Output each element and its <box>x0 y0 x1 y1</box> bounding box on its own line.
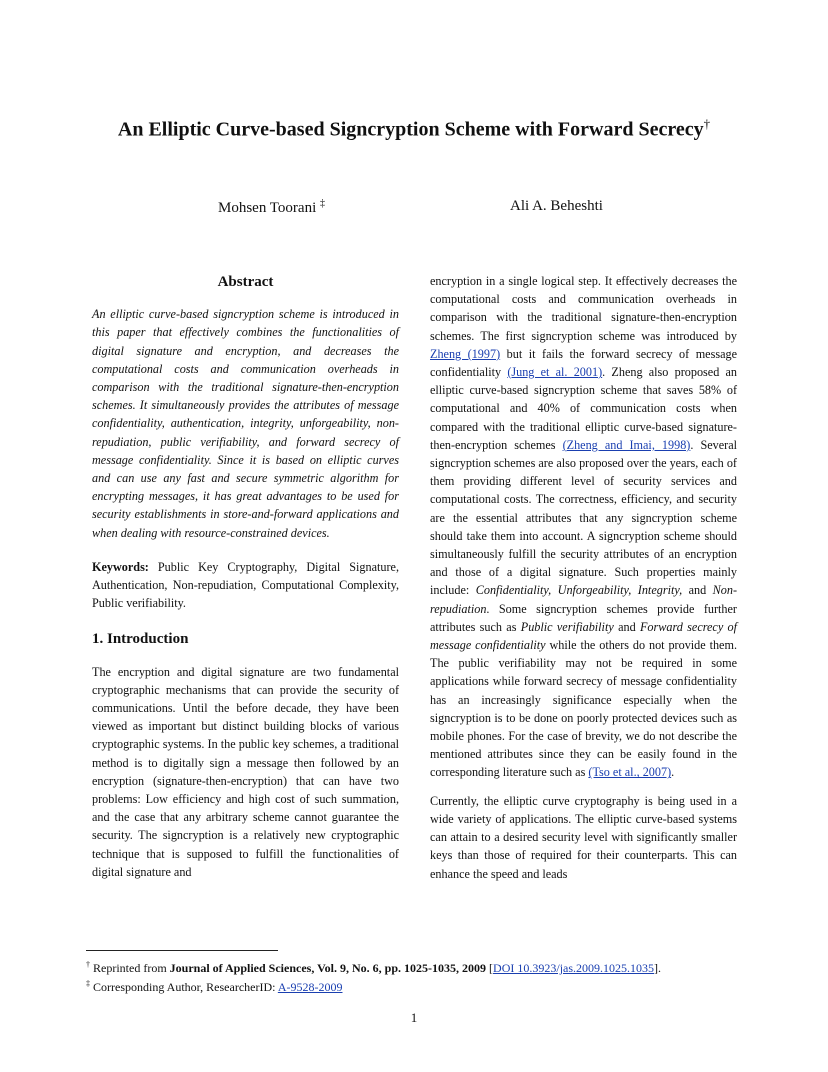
author-2 <box>510 198 603 215</box>
intro-paragraph-1: The encryption and digital signature are two fundamental cryptographic mechanisms that can provide the security of communications. Until the before decade, they have been viewed as important but distinct building blocks of various cryptographic systems. In the public key schemes, a traditional method is to digitally sign a message then followed by an encryption (signature-then-encryption) that can have two problems: Low efficiency and high cost of such summation, and the case that any arbitrary scheme cannot guarantee the security. The signcryption is a relatively new cryptographic technique that is supposed to fulfill the functionalities of digital signature and <box>92 664 399 879</box>
footnote-journal: Journal of Applied Sciences, Vol. 9, No. 6, pp. 1025-1035, 2009 <box>169 961 487 975</box>
section-heading-introduction: 1. Introduction <box>92 631 189 648</box>
abstract-text: An elliptic curve-based signcryption scheme is introduced in this paper that effectively combines the functionalities of digital signature and encryption, and decreases the computational costs and communication overheads in comparison with the traditional signature-then-encryption schemes. It simultaneously provides the attributes of message confidentiality, authentication, integrity, unforgeability, non-repudiation, public verifiability, and forward secrecy of message confidentiality. Since it is based on elliptic curves and can use any fast and secure symmetric algorithm for encrypting messages, it has great advantages to be used for security establishments in store-and-forward applications and when dealing with resource-constrained devices. <box>92 307 399 540</box>
intro-paragraph-2: Currently, the elliptic curve cryptography is being used in a wide variety of applications. The elliptic curve-based systems can attain to a desired security level with significantly smaller keys than those of required for their counterparts. This can enhance the speed and leads <box>430 793 737 881</box>
intro-paragraph-continued <box>430 272 737 782</box>
citation-link-zheng-imai-1998[interactable]: (Zheng and Imai, 1998) <box>562 437 691 452</box>
paper-title <box>40 116 788 142</box>
left-column <box>92 273 399 881</box>
author-footnote-mark: ‡ <box>320 198 325 209</box>
bracket: [ <box>489 961 494 975</box>
page-number: 1 <box>410 1010 418 1025</box>
italic-run: Public verifiability <box>520 619 614 634</box>
text-run: while the others do not provide them. The public verifiability may not be required in some applications while forward secrecy of message confidentiality has an increasingly significance especially when the signcryption is to be done on poorly protected devices such as mobile phones. For the case of brevity, we do not describe the mentioned attributes since they can be easily found in the corresponding literature such as <box>430 638 737 780</box>
keywords <box>92 558 399 613</box>
abstract-heading: Abstract <box>217 274 274 290</box>
researcher-id-link[interactable]: A-9528-2009 <box>277 980 343 994</box>
author-name: Ali A. Beheshti <box>510 198 603 214</box>
footnotes <box>86 957 661 995</box>
italic-run: Forward secrecy of message confidentiality <box>430 619 738 653</box>
footnote-1 <box>86 957 661 976</box>
text-run: . Zheng also proposed an elliptic curve-based signcryption scheme that saves 58% of computational and 40% of communication costs when compared with the traditional elliptic curve-based signature-then-encryption schemes <box>430 365 738 452</box>
footnote-text: Reprinted from <box>93 961 167 975</box>
italic-run: Non-repudiation <box>430 583 738 616</box>
title-footnote-mark: † <box>703 116 711 131</box>
footnote-text: Corresponding Author, ResearcherID: <box>93 980 276 994</box>
doi-link[interactable]: DOI 10.3923/jas.2009.1025.1035 <box>493 961 655 975</box>
italic-run: Confidentiality, Unforgeability, Integrity, <box>475 583 683 598</box>
text-run: and <box>618 619 636 634</box>
citation-link-tso-2007[interactable]: (Tso et al., 2007) <box>588 765 672 780</box>
footnote-divider <box>86 950 278 951</box>
text-run: encryption in a single logical step. It effectively decreases the computational costs and communication overheads in comparison with the traditional signature-then-encryption schemes. The first signcryption scheme was introduced by <box>430 274 737 343</box>
citation-link-zheng-1997[interactable]: Zheng (1997) <box>430 346 501 361</box>
text-run: . Some signcryption schemes provide further attributes such as <box>430 601 737 634</box>
footnote-mark: ‡ <box>86 979 90 988</box>
text-run: but it fails the forward secrecy of message confidentiality <box>430 346 737 380</box>
citation-link-jung-2001[interactable]: (Jung et al. 2001) <box>507 365 603 380</box>
right-column <box>430 272 737 883</box>
text-run: . <box>671 765 675 780</box>
author-name: Mohsen Toorani <box>218 200 317 216</box>
keywords-label: Keywords: <box>92 559 149 574</box>
text-run: . Several signcryption schemes are also proposed over the years, each of them providing different level of security services and computational costs. The correctness, efficiency, and security are the essential attributes that any signcryption scheme should take them into account. A signcryption scheme should simultaneously fulfill the security attributes of an encryption and those of a digital signature. Such properties mainly include: <box>430 437 738 598</box>
text-run: and <box>688 583 707 598</box>
author-1 <box>218 198 325 217</box>
footnote-2 <box>86 976 661 995</box>
bracket: ]. <box>654 961 662 975</box>
footnote-mark: † <box>86 960 90 969</box>
keywords-text: Public Key Cryptography, Digital Signature, Authentication, Non-repudiation, Computational Complexity, Public verifiability. <box>92 559 400 611</box>
title-text: An Elliptic Curve-based Signcryption Scheme with Forward Secrecy <box>117 118 704 141</box>
